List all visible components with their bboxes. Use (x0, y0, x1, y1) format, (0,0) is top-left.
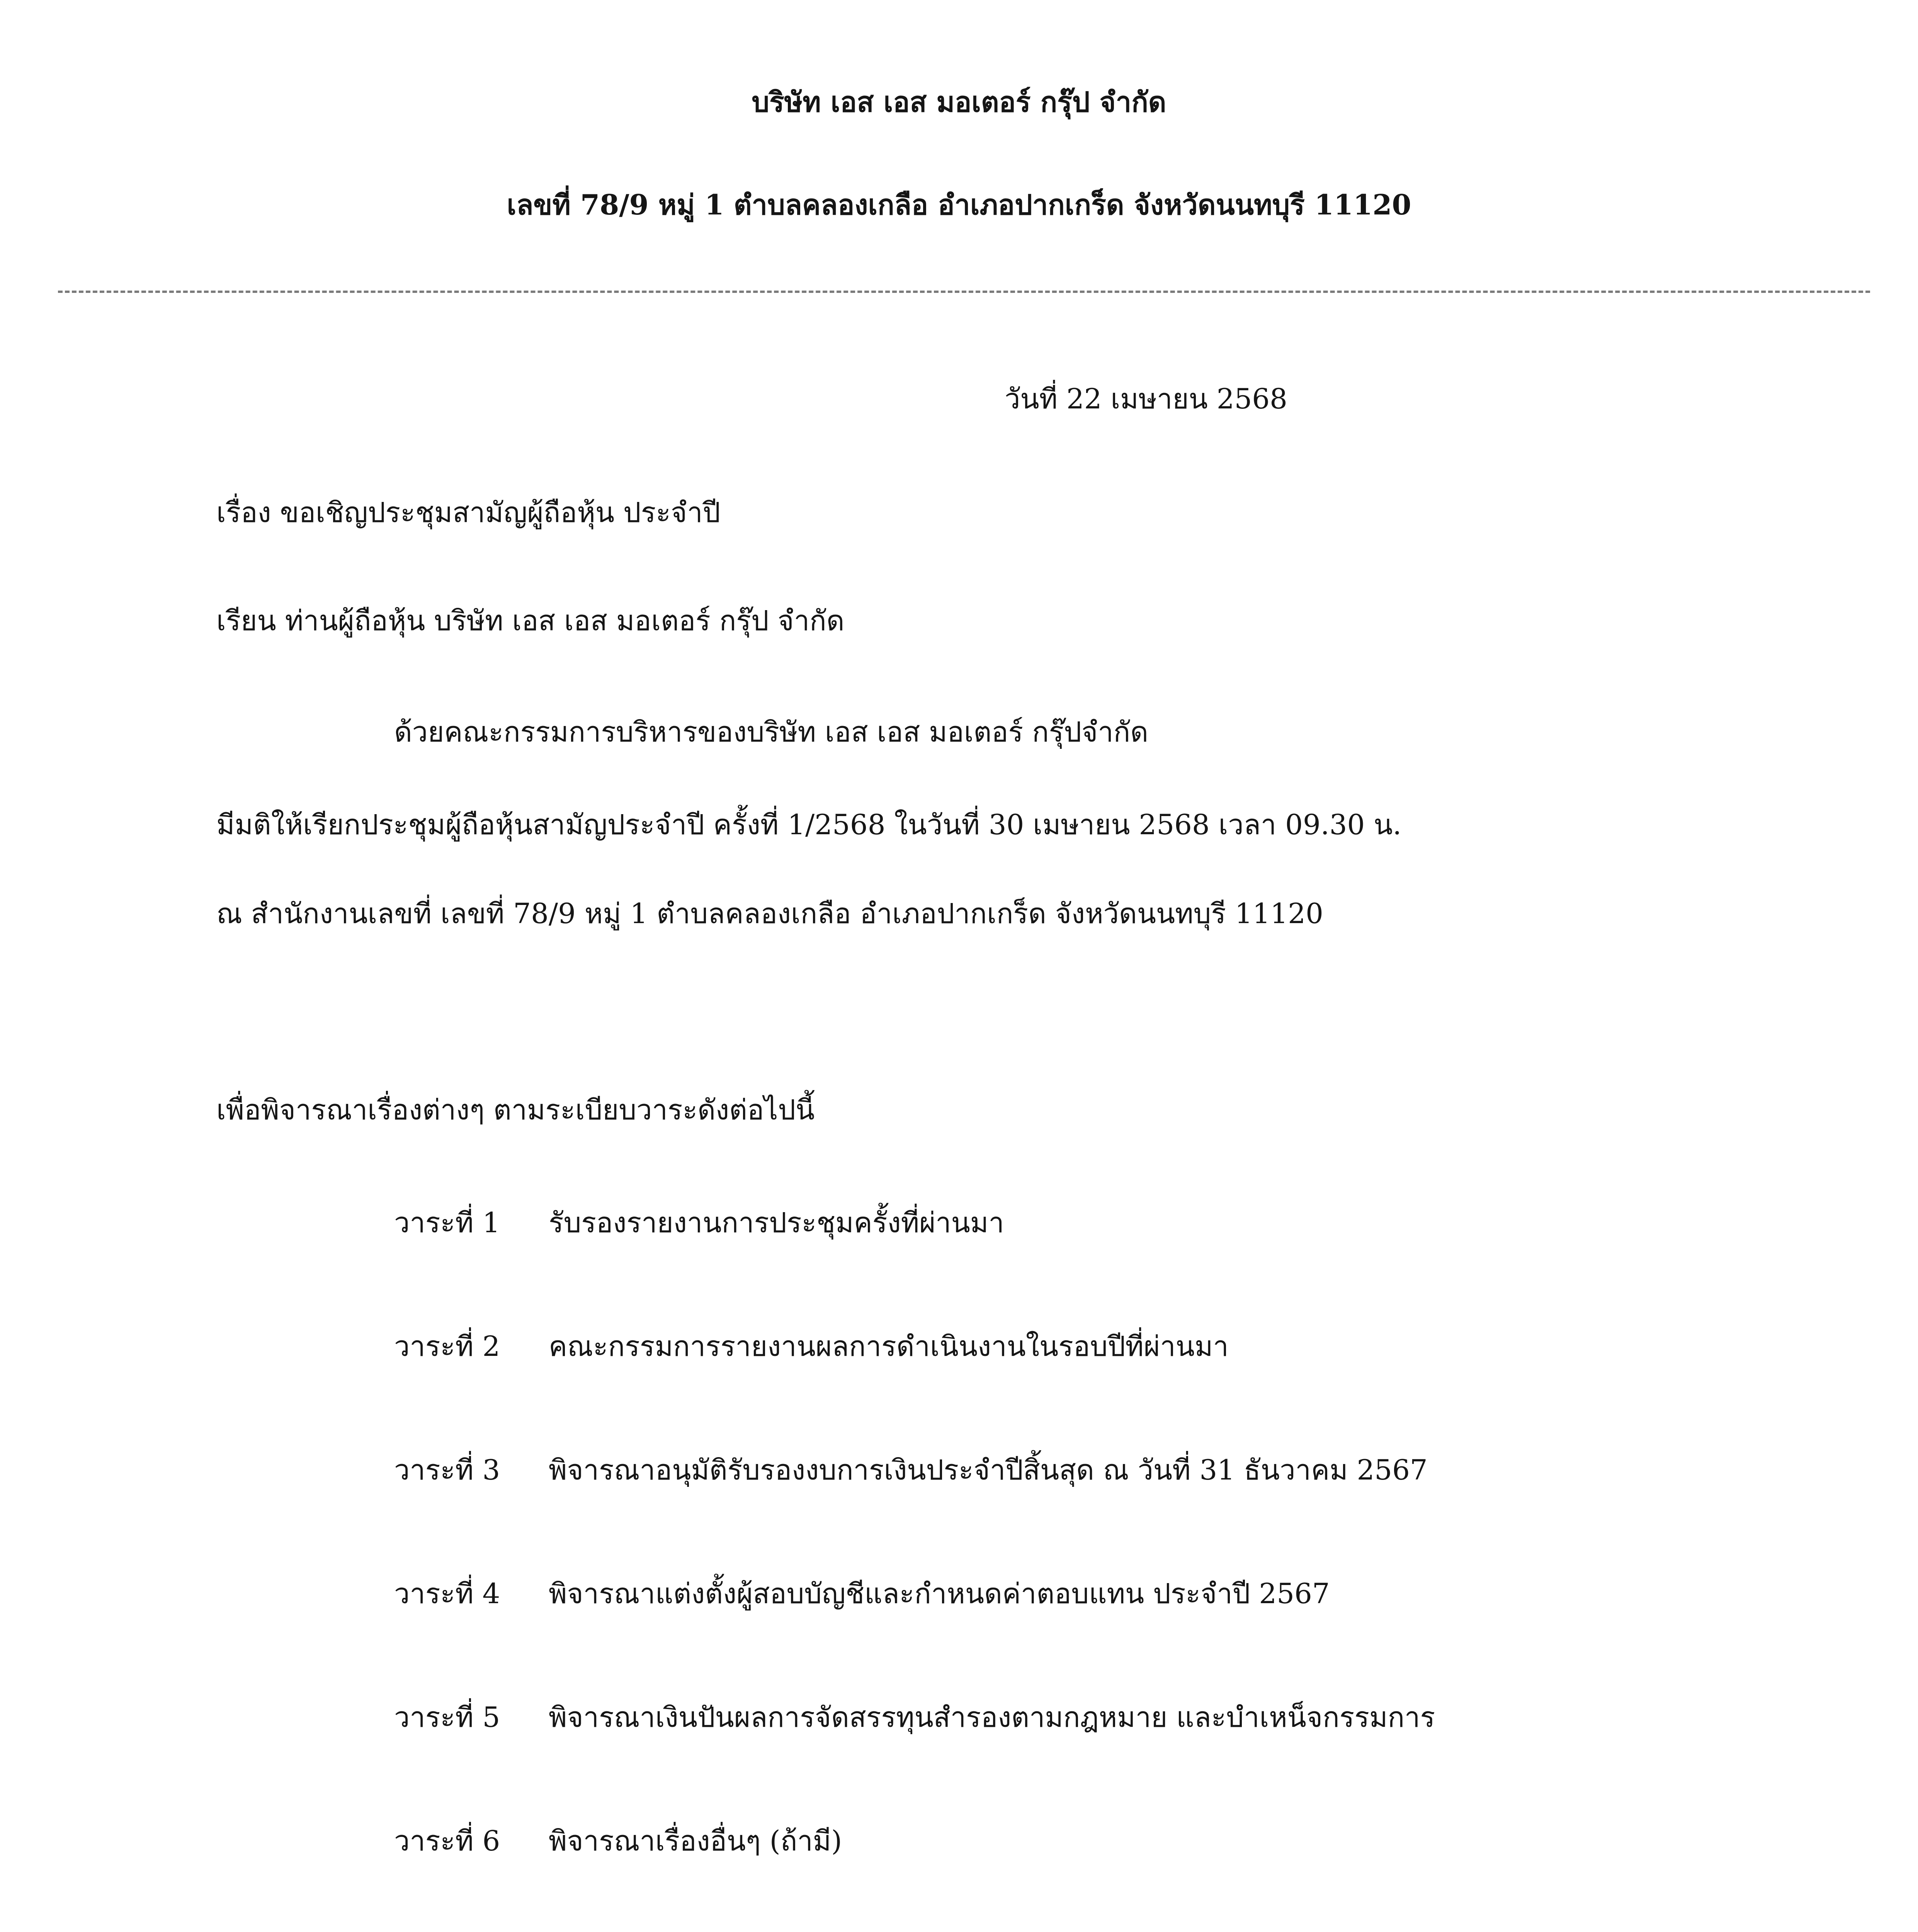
company-address: เลขที่ 78/9 หมู่ 1 ตำบลคลองเกลือ อำเภอปากเกร็ด จังหวัดนนทบุรี 11120 (507, 188, 1411, 221)
body-line-1: ด้วยคณะกรรมการบริหารของบริษัท เอส เอส มอเตอร์ กรุ๊ปจำกัด (394, 716, 1149, 748)
agenda-text: พิจารณาเรื่องอื่นๆ (ถ้ามี) (549, 1825, 842, 1857)
body-line-3: ณ สำนักงานเลขที่ เลขที่ 78/9 หมู่ 1 ตำบลคลองเกลือ อำเภอปากเกร็ด จังหวัดนนทบุรี 11120 (216, 897, 1323, 930)
agenda-number: วาระที่ 4 (394, 1577, 500, 1610)
agenda-text: คณะกรรมการรายงานผลการดำเนินงานในรอบปีที่ผ่านมา (549, 1330, 1229, 1362)
subject-line: เรื่อง ขอเชิญประชุมสามัญผู้ถือหุ้น ประจำปี (216, 496, 721, 529)
agenda-intro: เพื่อพิจารณาเรื่องต่างๆ ตามระเบียบวาระดังต่อไปนี้ (216, 1094, 815, 1126)
company-name: บริษัท เอส เอส มอเตอร์ กรุ๊ป จำกัด (752, 85, 1166, 118)
date-line: วันที่ 22 เมษายน 2568 (1005, 383, 1287, 415)
agenda-text: พิจารณาแต่งตั้งผู้สอบบัญชีและกำหนดค่าตอบแทน ประจำปี 2567 (549, 1577, 1330, 1610)
agenda-number: วาระที่ 2 (394, 1330, 500, 1362)
agenda-text: พิจารณาอนุมัติรับรองงบการเงินประจำปีสิ้นสุด ณ วันที่ 31 ธันวาคม 2567 (549, 1454, 1428, 1486)
agenda-text: พิจารณาเงินปันผลการจัดสรรทุนสำรองตามกฎหมาย และบำเหน็จกรรมการ (549, 1701, 1435, 1733)
agenda-number: วาระที่ 1 (394, 1206, 500, 1239)
agenda-number: วาระที่ 6 (394, 1825, 500, 1857)
agenda-number: วาระที่ 3 (394, 1454, 500, 1486)
agenda-text: รับรองรายงานการประชุมครั้งที่ผ่านมา (549, 1206, 1004, 1239)
recipient-line: เรียน ท่านผู้ถือหุ้น บริษัท เอส เอส มอเตอร์ กรุ๊ป จำกัด (216, 604, 845, 637)
header-divider (58, 291, 1870, 293)
body-line-2: มีมติให้เรียกประชุมผู้ถือหุ้นสามัญประจำปี ครั้งที่ 1/2568 ในวันที่ 30 เมษายน 2568 เวลา 09.30 น. (216, 808, 1402, 841)
agenda-number: วาระที่ 5 (394, 1701, 500, 1733)
